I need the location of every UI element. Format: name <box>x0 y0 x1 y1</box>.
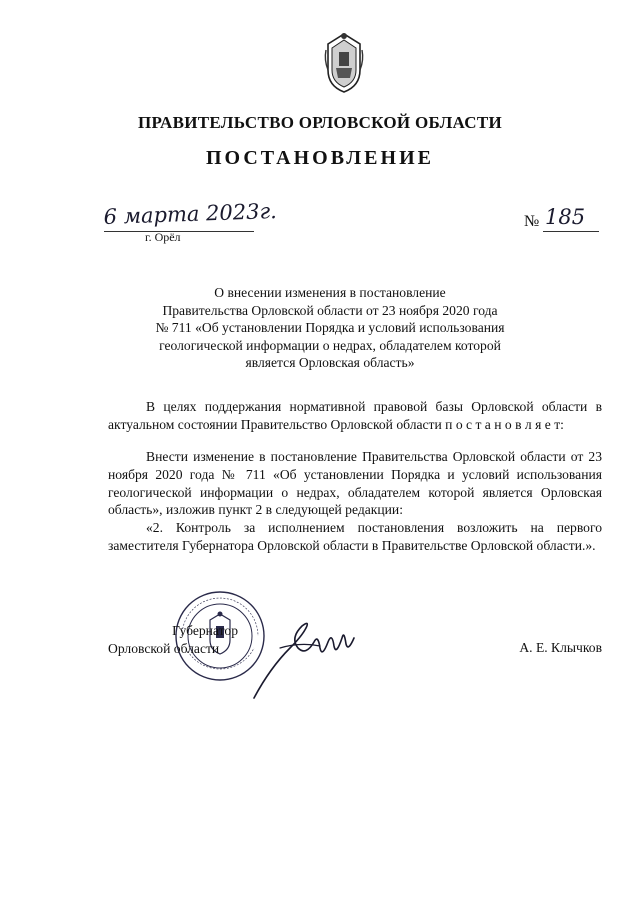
city-label: г. Орёл <box>145 230 181 244</box>
handwritten-date: 6 марта 2023г. <box>103 198 278 229</box>
signatory-title-line2: Орловской области <box>108 641 220 656</box>
coat-of-arms-emblem <box>322 30 366 94</box>
number-underline <box>543 231 599 232</box>
amended-clause-paragraph: «2. Контроль за исполнением постановления возложить на первого заместителя Губернатора Орловской области в Правительстве Орловской области.». <box>108 520 602 553</box>
subject-line: геологической информации о недрах, обладателем которой <box>159 337 501 353</box>
preamble-paragraph: В целях поддержания нормативной правовой базы Орловской области в актуальном состоянии Правительство Орловской области п о с т а н о в л я е т: <box>108 399 602 432</box>
handwritten-signature <box>250 608 360 703</box>
document-subject <box>100 284 560 372</box>
subject-line: Правительства Орловской области от 23 ноября 2020 года <box>162 302 498 318</box>
number-label: № <box>524 213 540 230</box>
signatory-name: А. Е. Клычков <box>519 640 602 655</box>
government-title: ПРАВИТЕЛЬСТВО ОРЛОВСКОЙ ОБЛАСТИ <box>137 113 503 132</box>
document-type-heading: ПОСТАНОВЛЕНИЕ <box>206 147 434 169</box>
amendment-paragraph: Внести изменение в постановление Правительства Орловской области от 23 ноября 2020 года № 711 «Об установлении Порядка и условий использования геологической информации о недрах, обладателем которой является Орловская область», изложив пункт 2 в следующей редакции: <box>108 449 602 518</box>
handwritten-number: 185 <box>545 205 586 229</box>
signatory-title <box>108 622 238 658</box>
subject-line: О внесении изменения в постановление <box>214 285 446 300</box>
subject-line: № 711 «Об установлении Порядка и условий использования <box>155 320 505 335</box>
signatory-title-line1: Губернатор <box>172 623 238 638</box>
subject-line: является Орловская область» <box>245 355 415 370</box>
